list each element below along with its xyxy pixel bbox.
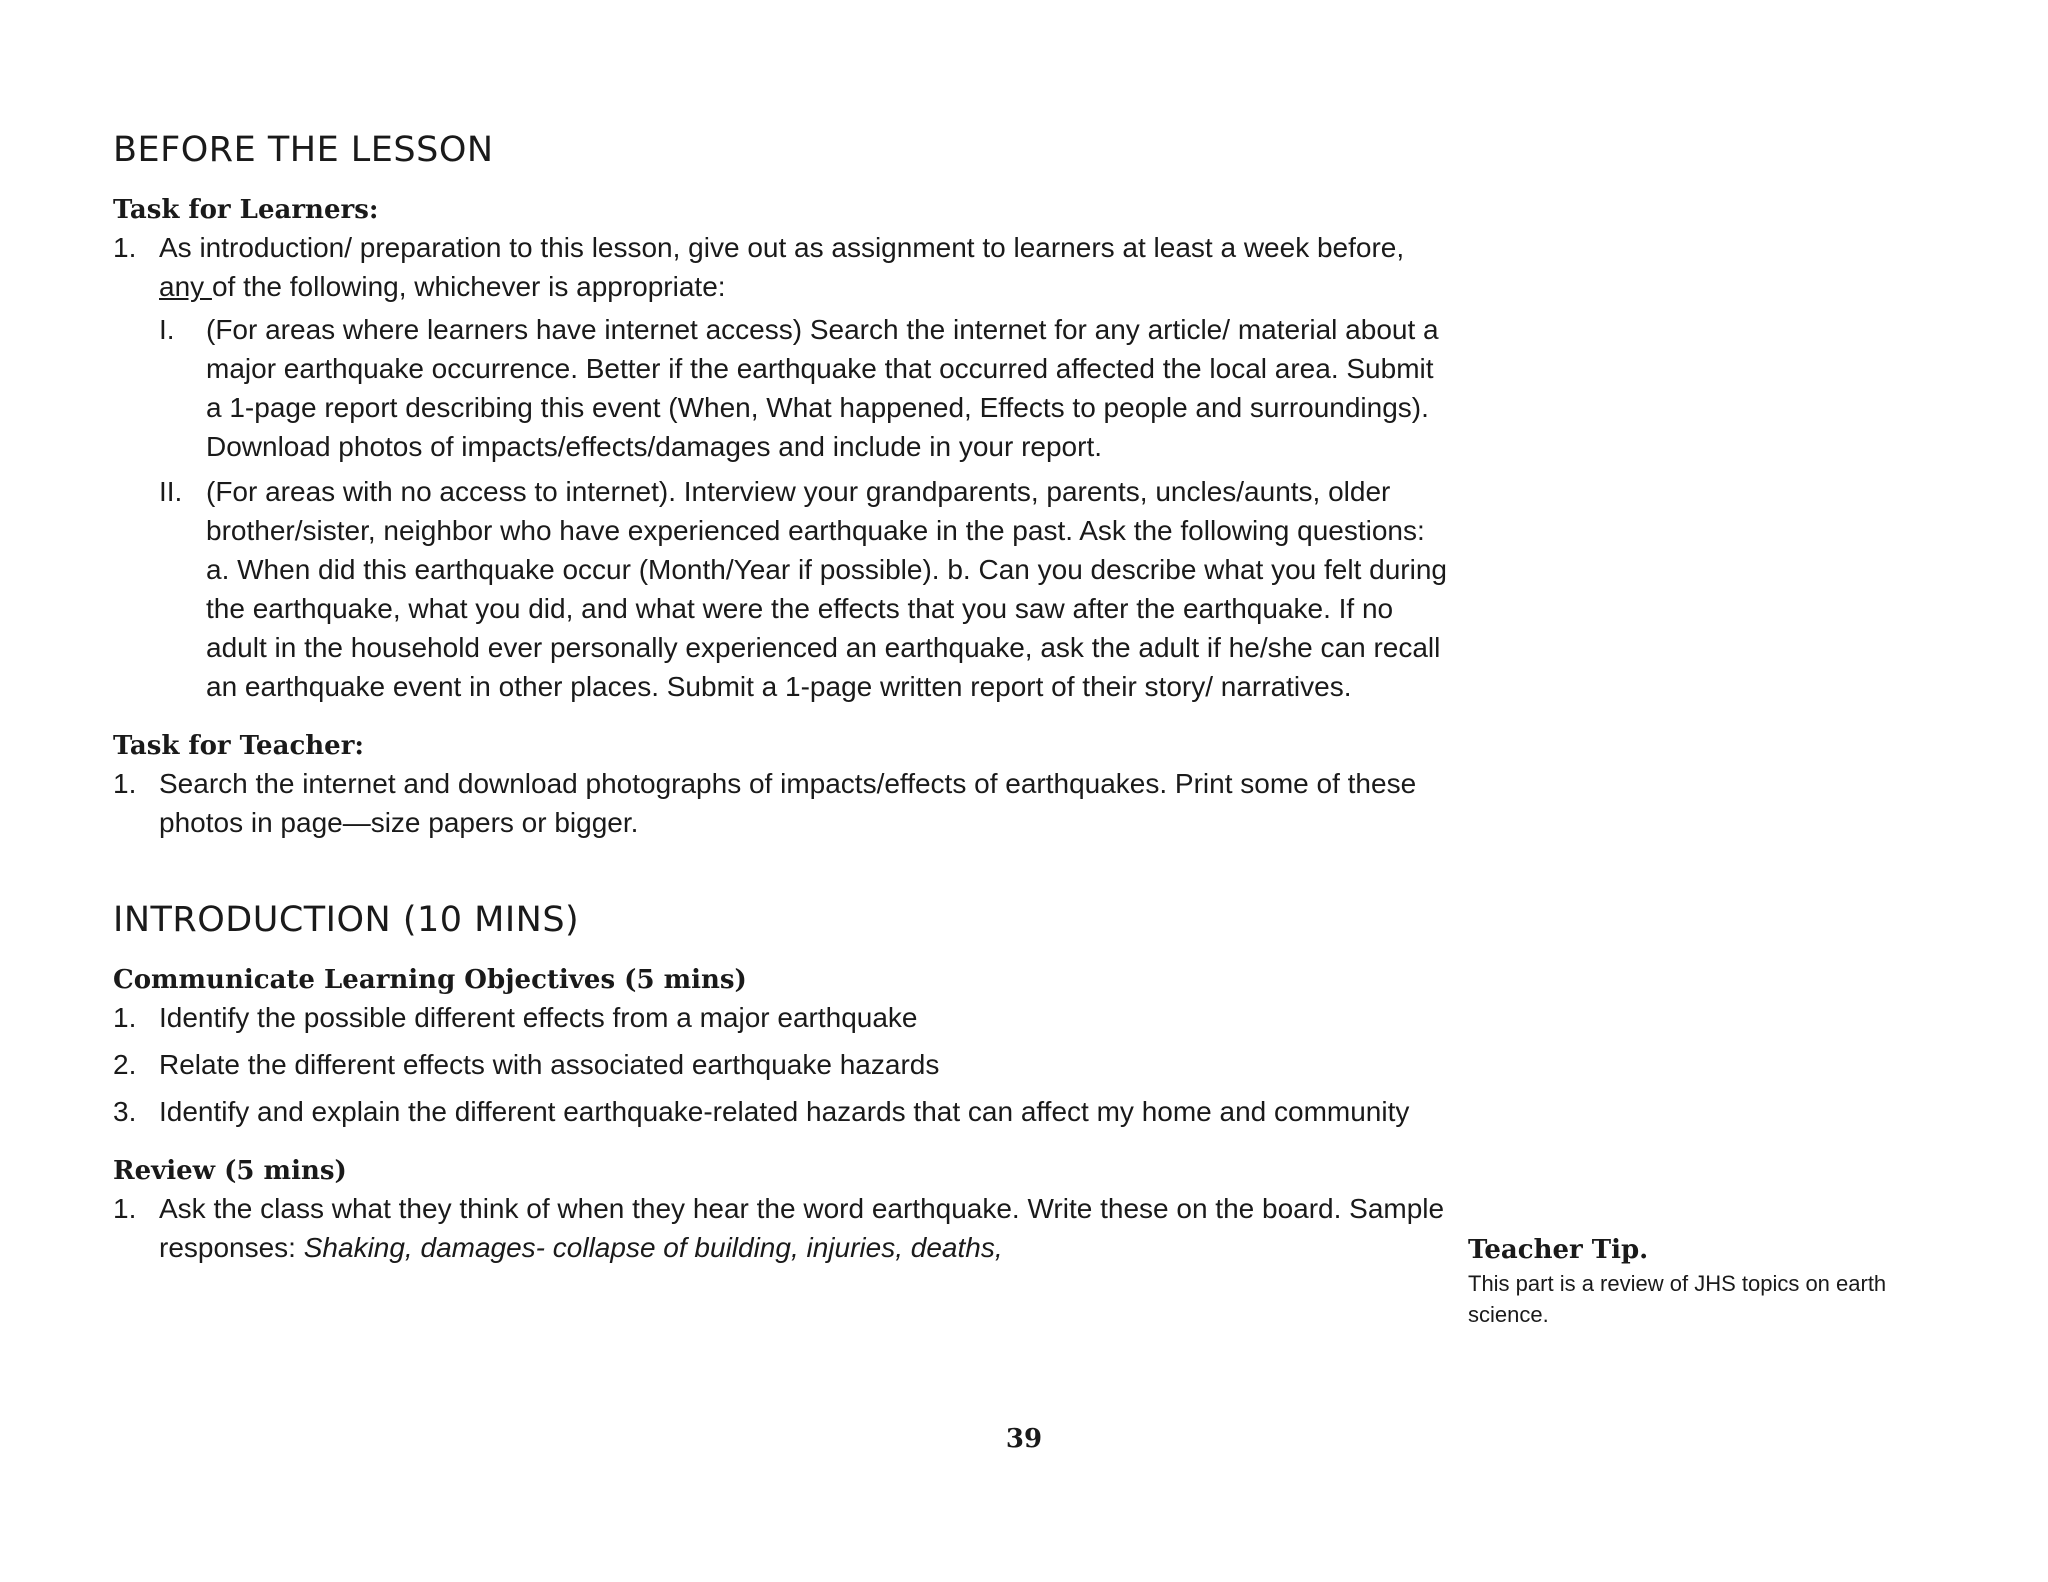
item-number: 1.: [113, 1002, 137, 1033]
item-number: 1.: [113, 232, 137, 263]
item-text: (For areas with no access to internet). Interview your grandparents, parents, uncles/aunts, older brother/sister, neighbor who have experienced earthquake in the past. Ask the following questions: a. When did this earthquake occur (Month/Year if possible). b. Can you describe what you felt during the earthquake, what you did, and what were the effects that you saw after the earthquake. If no adult in the household ever personally experienced an earthquake, ask the adult if he/she can recall an earthquake event in other places. Submit a 1-page written report of their story/ narratives.: [206, 476, 1447, 702]
teacher-tip: [1468, 1232, 1948, 1330]
item-number: 3.: [113, 1096, 137, 1127]
options-list: [159, 310, 1453, 706]
page-number: 39: [1005, 1424, 1043, 1454]
task-for-teacher-subhead: Task for Teacher:: [113, 731, 365, 761]
list-item: [113, 1092, 1453, 1131]
main-column: [113, 120, 1453, 1275]
item-text-pre: As introduction/ preparation to this lesson, give out as assignment to learners at least a week before,: [159, 232, 1405, 263]
teacher-tip-text: This part is a review of JHS topics on earth science.: [1468, 1271, 1887, 1327]
item-text: Identify and explain the different earthquake-related hazards that can affect my home and community: [159, 1096, 1410, 1127]
before-lesson-heading: BEFORE THE LESSON: [113, 130, 494, 170]
list-item: [159, 472, 1453, 706]
task-for-learners-subhead: Task for Learners:: [113, 195, 379, 225]
list-item: [113, 1189, 1453, 1267]
teacher-task-list: [113, 764, 1453, 842]
item-number: 2.: [113, 1049, 137, 1080]
item-number: 1.: [113, 768, 137, 799]
list-item: [113, 1045, 1453, 1084]
list-item: [113, 764, 1453, 842]
item-text: Ask the class what they think of when they hear the word earthquake. Write these on the board. Sample responses:: [159, 1193, 1445, 1263]
introduction-heading: INTRODUCTION (10 MINS): [113, 900, 580, 940]
item-text-underlined: any: [159, 271, 212, 302]
item-number: I.: [159, 314, 175, 345]
review-subhead: Review (5 mins): [113, 1156, 347, 1186]
learners-task-list: [113, 228, 1453, 706]
item-text-post: of the following, whichever is appropriate:: [211, 271, 726, 302]
item-number: 1.: [113, 1193, 137, 1224]
objectives-list: [113, 998, 1453, 1131]
list-item: [113, 228, 1453, 706]
item-text: Identify the possible different effects from a major earthquake: [159, 1002, 918, 1033]
item-number: II.: [159, 476, 183, 507]
item-text: Search the internet and download photographs of impacts/effects of earthquakes. Print some of these photos in page—size papers or bigger.: [159, 768, 1417, 838]
list-item: [113, 998, 1453, 1037]
item-text: (For areas where learners have internet access) Search the internet for any article/ material about a major earthquake occurrence. Better if the earthquake that occurred affected the local area. Submit a 1-page report describing this event (When, What happened, Effects to people and surroundings). Download photos of impacts/effects/damages and include in your report.: [206, 314, 1439, 462]
review-list: [113, 1189, 1453, 1267]
teacher-tip-title: Teacher Tip.: [1468, 1235, 1649, 1265]
item-text-italic: Shaking, damages- collapse of building, injuries, deaths,: [303, 1232, 1003, 1263]
list-item: [159, 310, 1453, 466]
learning-objectives-subhead: Communicate Learning Objectives (5 mins): [113, 965, 747, 995]
item-text: Relate the different effects with associated earthquake hazards: [159, 1049, 940, 1080]
